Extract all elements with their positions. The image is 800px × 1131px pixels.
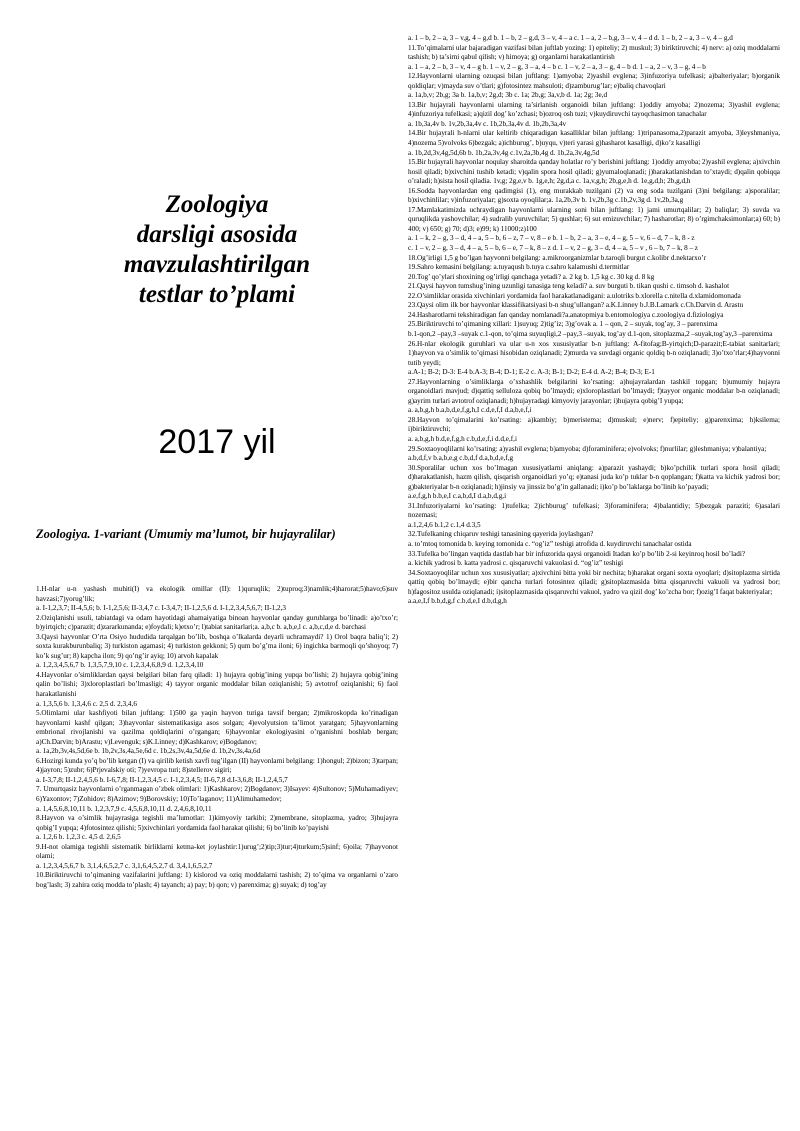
question-text: a. 1 – k, 2 – g, 3 – d, 4 – a, 5 – b, 6 – z, 7 – v, 8 – e b. 1 – b, 2 – a, 3 – e, 4 – g, 5 – v, 6 – d, 7 – k, 8 - z <box>408 234 695 243</box>
title-line: Zoologiya <box>165 191 269 218</box>
question-text: 21.Qaysi hayvon tumshug’ining uzunligi tanasiga teng keladi? a. suv burguti b. tikan qushi c. timsoh d. kashalot <box>408 282 730 291</box>
question-text: 14.Bir hujayrali h-nlarni ular keltirib chiqaradigan kasalliklar bilan juftlang: 1)tripanasoma,2)parazit amyoba, 3)leyshmaniya, 4)nozema 5)volvoks 6)bezgak; a)ichburug’, b)uyqu, v)teri yarasi g)hasharot kasalligi, d)ko’z kasalligi <box>408 129 780 148</box>
question-text: a. 1 – b, 2 – a, 3 – v,g, 4 – g,d b. 1 – b, 2 – g,d, 3 – v, 4 – a c. 1 – a, 2 – b,g, 3 – v, 4 – d d. 1 – b, 2 – a, 3 – v, 4 – g,d <box>408 34 733 42</box>
question-text: 1.H-nlar u-n yashash muhiti(I) va ekologik omillar (II): 1)quruqlik; 2)tuproq;3)namlik;4)harorat;5)havo;6)suv havzasi;7)yorug’lik; <box>36 585 398 603</box>
question-text: a.b,d,f,v b.a,b,e,g c.b,d,f d.a,b,d,e,f,g <box>408 454 514 463</box>
title-line: testlar to’plami <box>138 281 296 308</box>
question-text: a.1,2,4,6 b.1,2 c.1,4 d.3,5 <box>408 520 481 529</box>
question-text: a. 1b,3a,4v b. 1v,2b,3a,4v c. 1b,2b,3a,4v d. 1b,2b,3a,4v <box>408 119 567 128</box>
question-text: 24.Hasharotlarni tekshiradigan fan qanday nomlanadi?a.anatopmiya b.entomologiya c.zoologiya d.fiziologiya <box>408 310 724 319</box>
question-text: 13.Bir hujayrali hayvonlarni ularning ta’sirlanish organoidi bilan juftlang: 1)oddiy amyoba; 2)nozema; 3)yashil evglena; 4)infuzoriya tufelkasi; a)qizil dog’ ko’zchasi; b)ozroq osh tuzi; v)kuydiruvchi tayoqchasimon tanachalar <box>408 100 780 119</box>
question-text: a. 1,4,5,6,8,10,11 b. 1,2,3,7,9 c. 4,5,6,8,10,11 d. 2,4,6,8,10,11 <box>36 804 212 813</box>
question-text: a. 1b,2d,3v,4g,5d,6b b. 1b,2a,3v,4g c.1v,2a,3b,4g d. 1b,2a,3v,4g,5d <box>408 148 600 157</box>
question-text: 22.O’simliklar orasida xivchinlari yordamida faol harakatlanadigani: a.ulotriks b.xlorella c.nitella d.xlamidomonada <box>408 291 741 300</box>
question-text: a. a,b,g,h b.d,e,f,g,h c.b,d,e,f,i d.d,e,f,i <box>408 434 517 443</box>
question-text: a.a,e,I,f b.b,d,g,f c.b,d,e,I d.b,d,g,h <box>408 597 507 606</box>
question-text: 32.Tufelkaning chiqaruv teshigi tanasining qayerida joylashgan? <box>408 530 594 539</box>
question-text: a. 1a,2b,3v,4s,5d,6e b. 1b,2v,3s,4a,5e,6d c. 1b,2s,3v,4a,5d,6e d. 1b,2v,3s,4a,6d <box>36 747 261 756</box>
question-text: 6.Hozirgi kunda yo’q bo’lib ketgan (I) va qirilib ketish xavfi tug’ilgan (II) hayvonlarni belgilang: 1)hongul; 2)bizon; 3)tarpan; 4)jayron; 5)zubr; 6)Prjevalskiy oti; 7)yevropa turi; 8)stellerov sigiri; <box>36 756 398 775</box>
question-text: 9.H-not olamiga tegishli sistematik birliklarni ketma-ket joylashtir:1)urug’;2)tip;3)tur;4)turkum;5)sinf; 6)oila; 7)hayvonot olami; <box>36 842 398 861</box>
question-text: 16.Sodda hayvonlardan eng qadimgisi (1), eng murakkab tuzilgani (2) va eng soda tuzilgani (3)ni belgilang: a)sporalilar; b)xivchinlilar; v)infuzoriyalar; g)soxta oyoqlilar;a. 1a,2b,3v b. 1v,2b,3g c.1b,2v,3g d. 1v,2b,3a,g <box>408 186 780 205</box>
right-column <box>408 34 780 1124</box>
question-text: 26.H-nlar ekologik guruhlari va ular u-n xos xususiyatlar b-n juftlang: A-fitofag;B-yirtqich;D-parazit;E-tabiat sanitarlari; 1)hayvon va o’simlik to’qimasi hisobidan oziqlanadi; 2)murda va suvdagi organic qoldiq b-n oziqlanadi; 3)o’txo’rlar;4)hayvonni tutib yeydi; <box>408 339 780 367</box>
document-title <box>36 190 398 310</box>
title-line: mavzulashtirilgan <box>123 251 311 278</box>
question-text: 30.Sporalilar uchun xos bo’lmagan xususiyatlarni aniqlang: a)parazit yashaydi; b)ko’pchilik turlari spora hosil qiladi; d)harakatlanish, hazm qilish, qisqarish organoidlari yo’q; e)tanasi juda ko’p tuklar b-n qoplangan; f)katta va kichik yadrosi bor; g)bakteriyalar b-n oziqlanadi; h)jinsiy va jinssiz bo’g’in gallanadi; i)ko’p bo’laklarga bo’linib ko’payadi; <box>408 463 780 491</box>
question-text: b.1-qon,2 –pay,3 –suyak c.1-qon, to’qima suyuqligi,2 –pay,3 –suyak, tog’ay d.1-qon, sitoplazma,2 –suyak,tog’ay,3 –parenxima <box>408 329 773 338</box>
title-line: darsligi asosida <box>136 221 298 248</box>
question-text: 11.To’qimalarni ular bajaradigan vazifasi bilan juftlab yozing: 1) epiteliy; 2) muskul; 3) biriktiruvchi; 4) nerv: a) oziq moddalarni tashish; b) ta’sirni qabul qilish; v) himoya; g) organlarni harakatlantirish <box>408 43 780 62</box>
question-text: a. 1,2,6 b. 1,2,3 c. 4,5 d. 2,6,5 <box>36 833 121 842</box>
question-text: a. I-1,2,3,7; II-4,5,6; b. I-1,2,5,6; II-3,4,7 c. I-3,4,7; II-1,2,5,6 d. I-1,2,3,4,5,6,7; II-1,2,3 <box>36 604 287 613</box>
question-text: a. 1 – a, 2 – b, 3 – v, 4 – g b. 1 – v, 2 – g, 3 – a, 4 – b c. 1 – v, 2 – a, 3 – g, 4 – b d. 1 – a, 2 – v, 3 – g, 4 – b <box>408 62 706 71</box>
question-text: 27.Hayvonlarning o’simliklarga o’xshashlik belgilarini ko’rsating: a)hujayralardan tashkil topgan; b)umumiy hujayra organoidlari mavjud; d)qattiq selluloza qobiq bo’lmaydi; e)xloroplastlari bo’lmaydi; f)tayyor organic moddalar b-n oziqlanadi; g)ayrim turlari avtotrof oziqlanadi; h)hujayradagi kimyoviy jarayonlar; i)hujayra qobig’I yupqa; <box>408 377 780 405</box>
question-text: 15.Bir hujayrali hayvonlar noqulay sharoitda qanday holatlar ro’y berishini juftlang: 1)oddiy amyoba; 2)yashil evglena; a)xivchin hosil qiladi; b)xivchini tushib ketadi; v)qalin spora hosil qiladi; g)yumaloqlanadi; j)harakatlanishdan to’xtaydi; d)qalin qobiqqa o’raladi; h)sista hosil qiladia. 1v,g; 2g,e,v b. 1g,e,h; 2g,d,a c. 1a,v,g,h; 2b,g,e,h d. 1e,g,d,h; 2b,g,d,h <box>408 158 780 186</box>
question-text: a. a,b,g,h b.a,b,d,e,f,g,h,I c.d,e,f,I d.a,b,e,f,i <box>408 406 532 415</box>
left-questions <box>36 585 398 891</box>
question-text: 7. Umurtqasiz hayvonlarni o’rganmagan o’zbek olimlari: 1)Kashkarov; 2)Bogdanov; 3)Isayev: 4)Sultonov; 5)Muhamadiyev; 6)Yaxontov; 7)Zohidov; 8)Azimov; 9)Borovskiy; 10)To’laganov; 11)Alimuhamedov; <box>36 785 398 804</box>
question-text: 17.Mamlakatimizda uchraydigan hayvonlarni ularning soni bilan juftlang: 1) jami umurtqalilar; 2) baliqlar; 3) suvda va quruqlikda yashovchilar; 4) sudralib yuruvchilar; 5) qushlar; 6) sut emizuvchilar; 7) hasharotlar; 8) o’rgimchaksimonlar;a) 60; b) 400; v) 650; g) 70; d)3; e)99; k) 11000;z)100 <box>408 205 780 233</box>
question-text: 19.Sahro kemasini belgilang: a.tuyaqush b.tuya c.sahro kalamushi d.termitlar <box>408 263 630 272</box>
question-text: 18.Og’irligi 1,5 g bo’lgan hayvonni belgilang: a.mikroorganizmlar b.taroqli burgut c.kolibr d.nektarxo’r <box>408 253 707 262</box>
question-text: a. 1a,b,v; 2b,g; 3a b. 1a,b,v; 2g,d; 3b c. 1a; 2b,g; 3a,v,b d. 1a; 2g; 3e,d <box>408 91 608 100</box>
question-text: 31.Infuzoriyalarni ko’rsating: 1)tufelka; 2)ichburug’ tufelkasi; 3)foraminifera; 4)balantidiy; 5)bezgak paraziti; 6)asalari nozemasi; <box>408 501 780 520</box>
question-text: a. 1,2,3,4,5,6,7 b. 1,3,5,7,9,10 c. 1,2,3,4,6,8,9 d. 1,2,3,4,10 <box>36 661 204 670</box>
question-text: 4.Hayvonlar o’simliklardan qaysi belgilari bilan farq qiladi: 1) hujayra qobig’ining yupqa bo’lishi; 2) hujayra qobig’ining qalin bo’lishi; 3)xloroplastlari bo’lmasligi; 4) tayyor organic moddalar bilan oziqlanishi; 5) avtotrof oziqlanishi; 6) faol harakatlanishi <box>36 670 398 699</box>
question-text: 10.Biriktiruvchi to’qimaning vazifalarini juftlang: 1) kislorod va oziq moddalarni tashish; 2) to’qima va organlarni o’zaro bog’lash; 3) zahira oziq modda to’plash; 4) tayanch; a) pay; b) qon; v) parenxima; g) suyak; d) tog’ay <box>36 871 398 889</box>
question-text: c. 1 – v, 2 – g, 3 – d, 4 – a, 5 – b, 6 – e, 7 – k, 8 – z d. 1 – v, 2 – g, 3 – d, 4 – a, 5 – v , 6 – b, 7 – k, 8 – z <box>408 244 698 253</box>
question-text: 28.Hayvon to’qimalarini ko’rsating: a)kambiy; b)meristema; d)muskul; e)nerv; f)epiteliy; g)parenxima; h)ksilema; i)biriktiruvchi; <box>408 415 780 434</box>
question-text: 33.Tufelka bo’lingan vaqtida dastlab har bir infuzorida qaysi organoidi Itadan ko’p bo’lib 2-si keyinroq hosil bo’ladi? <box>408 549 746 558</box>
question-text: a. to’mtoq tomonida b. keying tomonida c. “og’iz” teshigi atrofida d. kuydiruvchi tanachalar ostida <box>408 539 692 548</box>
question-text: a.e,f,g,h b.b,e,I c.a,b,d,I d.a,b,d,g,i <box>408 492 507 501</box>
question-text: a. 1,3,5,6 b. 1,3,4,6 c. 2,5 d. 2,3,4,6 <box>36 699 137 708</box>
question-text: 29.Soxtaoyoqlilarni ko’rsating: a)yashil evglena; b)amyoba; d)foraminifera; e)volvoks; f)nurlilar; g)leshmaniya; v)balantiya; <box>408 444 767 453</box>
question-text: 2.Oziqlanishi usuli, tabiatdagi va odam hayotidagi ahamaiyatiga binoan hayvonlar qanday guruhlarga bo’linadi: a)o’txo’r; b)yirtqich; c)parazit; d)zararkunanda; e)foydali; k)etxo’r; l)tabiat sanitarlari;a. a,b,c b. a,b,e,l c. a,b,c,d,e d. barchasi <box>36 613 398 632</box>
question-text: a.A-1; B-2; D-3: E-4 b.A-3; B-4; D-1; E-2 c. A-3; B-1; D-2; E-4 d. A-2; B-4; D-3; E-1 <box>408 368 655 377</box>
question-text: 34.Soxtaoyoqlilar uchun xos xususiyatlar; a)xivchini bitta yoki bir nechita; b)harakat organi soxta oyoqlari; d)sitoplazma sirtida qattiq qobiq bo’lmaydi; e)bir qancha turlari fotosintez qiladi; g)sitoplazmasida bitta qisqaruvchi vakuoli va yadrosi bor; h)fagositoz usulda oziqlanadi; i)sitoplazmasida qisqaruvchi vakuol, yadro va qizil dog’ ko’zcha bor; f)ozig’I faqat bakteriyalar; <box>408 568 780 596</box>
question-text: 20.Tog’ qo’ylari shoxining og’irligi qanchaga yetadi? a. 2 kg b. 1,5 kg c. 30 kg d. 8 kg <box>408 272 655 281</box>
question-text: a. 1,2,3,4,5,6,7 b. 3,1,4,6,5,2,7 c. 3,1,6,4,5,2,7 d. 3,4,1,6,5,2,7 <box>36 861 213 870</box>
question-text: 12.Hayvonlarni ularning ozuqasi bilan juftlang: 1)amyoba; 2)yashil evglena; 3)infuzoriya tufelkasi; a)balteriyalar; b)organik qoldiqlar; v)mayda suv o’tlari; g)fotosintez mahsuloti; d)zamburug’lar; e)baliq chavoqlari <box>408 72 780 90</box>
question-text: 25.Biriktiruvchi to’qimaning xillari: 1)suyuq; 2)tig’iz; 3)g’ovak a. 1 – qon, 2 – suyak, tog’ay, 3 – parenxima <box>408 320 718 329</box>
year: 2017 yil <box>158 423 276 461</box>
question-text: a. kichik yadrosi b. katta yadrosi c. qisqaruvchi vakuolasi d. “og’iz” teshigi <box>408 559 624 568</box>
question-text: 23.Qaysi olim ilk bor hayvonlar klassifikatsiyasi b-n shug’ullangan? a.K.Linney b.J.B.Lamark c.Ch.Darvin d. Arastu <box>408 301 744 310</box>
question-text: a. I-3,7,8; II-1,2,4,5,6 b. I-6,7,8; II-1,2,3,4,5 c. I-1,2,3,4,5; II-6,7,8 d.I-3,6,8; II-1,2,4,5,7 <box>36 775 288 784</box>
question-text: 8.Hayvon va o’simlik hujayrasiga tegishli ma’lumotlar: 1)kimyoviy tarkibi; 2)membrane, sitoplazma, yadro; 3)hujayra qobig’I yupqa; 4)fotosintez qilishi; 5)xivchinlari yordamida faol harakat qilishi; 6) bo’linib ko’payishi <box>36 814 398 832</box>
variant-heading: Zoologiya. 1-variant (Umumiy ma’lumot, bir hujayralilar) <box>36 527 336 541</box>
left-column <box>36 0 398 1131</box>
question-text: 3.Qaysi hayvonlar O’rta Osiyo hududida tarqalgan bo’lib, boshqa o’lkalarda deyarli uchramaydi? 1) Orol baqra baliq’i; 2) soxta kurakburunbaliq; 3) turkiston agamasi; 4) turkiston gekkoni; 5) qum bo’g’ma iloni; 6) ingichka barmoqli qo’shoyoq; 7) ko’k sug’ur; 8) kapcha ilon; 9) qo’ng’ir ayiq; 10) arvoh kapalak <box>36 632 398 660</box>
question-text: 5.Olimlarni ular kashfiyoti bilan juftlang: 1)500 ga yaqin hayvon turiga tavsif bergan; 2)mikroskopda ko’rinadigan hayvonlarni kashf qilgan; 3)hayvonlar sistematikasiga asos solgan; 4)evolyutsion ta’limot yaratgan; 5)hayvonlarning embrional rivojlanishi va qazilma qoldiqlarini o’rgangan; 6)hayvonlar ekologiyasini o’rganishni boshlab bergan; a)Ch.Darvin; b)Arastu; v)Levenguk; s)K.Linney; d)Kashkarov; e)Bogdanov; <box>36 709 398 746</box>
